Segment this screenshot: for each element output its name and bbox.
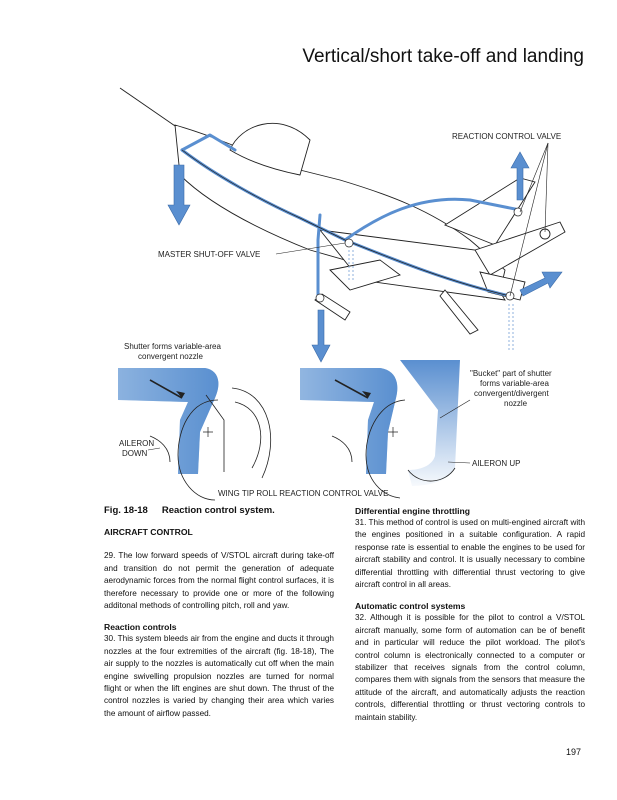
right-column — [355, 505, 585, 733]
label-bucket-line4: nozzle — [504, 399, 528, 408]
paragraph-30: 30. This system bleeds air from the engine and ducts it through nozzles at the four extremities of the aircraft (fig. 18-18), The air supply to the nozzles is automatically cut off when the main engine swivelling propulsion nozzles are turned for normal flight or when the lift engines are shut down. The thrust of the control nozzles is varied by changing their area which varies the amount of airflow passed. — [104, 634, 334, 718]
page-header-title: Vertical/short take-off and landing — [302, 46, 584, 67]
nozzle-detail-aileron-up — [300, 360, 460, 498]
label-shutter-nozzle-line2: convergent nozzle — [138, 352, 203, 361]
subheading-differential-throttling: Differential engine throttling — [355, 506, 471, 516]
label-aileron-down-line1: AILERON — [119, 439, 155, 448]
subheading-automatic-control: Automatic control systems — [355, 601, 466, 612]
label-bucket-line2: forms variable-area — [480, 379, 549, 388]
label-aileron-up: AILERON UP — [472, 459, 521, 468]
tail-side-thrust-arrow — [520, 272, 562, 296]
label-shutter-nozzle-line1: Shutter forms variable-area — [124, 342, 221, 351]
figure-caption — [104, 505, 275, 516]
paragraph-29: 29. The low forward speeds of V/STOL aircraft during take-off and transition do not permit the generation of adequate aerodynamic forces from the normal flight control surfaces, it is therefore necessary to provide one or more of the following additonal methods of controlling pitch, roll and yaw. — [104, 551, 334, 611]
label-bucket-line3: convergent/divergent — [474, 389, 549, 398]
figure-number: Fig. 18-18 — [104, 505, 148, 516]
page-number: 197 — [566, 747, 582, 757]
label-master-shutoff-valve: MASTER SHUT-OFF VALVE — [158, 250, 261, 259]
nozzle-detail-aileron-down — [118, 368, 271, 500]
paragraph-32: 32. Although it is possible for the pilot to control a V/STOL aircraft manually, some form of automation can be of benefit and in particular will reduce the pilot workload. The pilot's control column is electronically connected to a computer or stabilizer that receives signals from the control column, compares them with signals from the sensors that measure the attitude of the aircraft, and automatically adjusts the reaction controls, differential throttling or thrust vectoring controls to maintain stability. — [355, 613, 585, 722]
label-reaction-control-valve: REACTION CONTROL VALVE — [452, 132, 562, 141]
left-column — [104, 526, 334, 729]
tail-down-thrust-arrow — [312, 310, 330, 362]
paragraph-31: 31. This method of control is used on multi-engined aircraft with the engines positioned in a suitable configuration. A rapid response rate is essential to enable the engines to be used for aircraft stability and control. It is usually necessary to combine differential throttling with differential thrust vectoring to give aircraft control in all areas. — [355, 518, 585, 590]
label-wing-tip-valve: WING TIP ROLL REACTION CONTROL VALVE — [218, 489, 389, 498]
subheading-reaction-controls: Reaction controls — [104, 622, 177, 633]
figure-title: Reaction control system. — [161, 505, 275, 516]
section-heading-aircraft-control: AIRCRAFT CONTROL — [104, 527, 193, 537]
label-aileron-down-line2: DOWN — [122, 449, 148, 458]
label-bucket-line1: "Bucket" part of shutter — [470, 369, 552, 378]
